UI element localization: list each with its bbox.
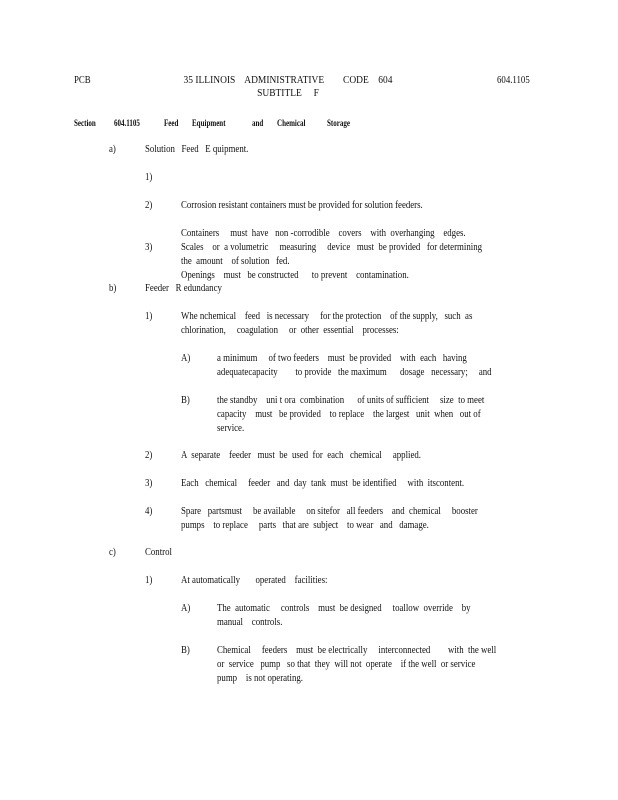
subitem-text-line: manual controls.	[217, 617, 283, 628]
subitem-text-line: service.	[217, 423, 245, 434]
subitem-text-line: capacity must be provided to replace the largest unit when out of	[217, 409, 481, 420]
subsection-title: Feeder R edundancy	[145, 283, 222, 294]
subitem-text-line: Chemical feeders must be electrically interconnected with the well	[217, 645, 497, 656]
subitem-text	[217, 394, 484, 436]
section-word: Section	[74, 118, 96, 128]
header-center	[159, 74, 417, 100]
subitem-letter: A)	[181, 603, 191, 614]
item-number: 1)	[145, 172, 153, 183]
item-number: 1)	[145, 575, 153, 586]
item-number: 2)	[145, 450, 153, 461]
section-title-word: Chemical	[277, 118, 306, 128]
item-text-line: Containers must have non -corrodible covers with overhanging edges.	[181, 228, 466, 239]
subsection-title: Solution Feed E quipment.	[145, 144, 249, 155]
subitem-text-line: adequatecapacity to provide the maximum dosage necessary; and	[217, 367, 492, 378]
item-text	[181, 241, 482, 269]
item-number: 1)	[145, 311, 153, 322]
item-text-line: Spare partsmust be available on sitefor all feeders and chemical booster	[181, 506, 478, 517]
item-text: At automatically operated facilities:	[181, 575, 328, 586]
subitem-letter: B)	[181, 395, 190, 406]
header-center-line1: 35 ILLINOIS ADMINISTRATIVE CODE 604	[183, 74, 393, 86]
subitem-letter: A)	[181, 353, 191, 364]
item-number: 2)	[145, 200, 153, 211]
subitem-text-line: The automatic controls must be designed toallow override by	[217, 603, 471, 614]
item-text-line: chlorination, coagulation or other essential processes:	[181, 325, 399, 336]
item-text-line: Scales or a volumetric measuring device must be provided for determining	[181, 242, 483, 253]
item-text-line: the amount of solution fed.	[181, 256, 290, 267]
item-text-line: pumps to replace parts that are subject to wear and damage.	[181, 520, 429, 531]
item-number: 3)	[145, 478, 153, 489]
subitem-text-line: or service pump so that they will not operate if the well or service	[217, 659, 476, 670]
subitem-text-line: pump is not operating.	[217, 673, 303, 684]
subsection-label: b)	[109, 283, 117, 294]
subitem-text-line: the standby uni t ora combination of units of sufficient size to meet	[217, 395, 485, 406]
subitem-text	[217, 644, 496, 686]
subitem-text	[217, 602, 471, 630]
header-left: PCB	[74, 75, 91, 86]
section-title-word: Feed	[164, 118, 179, 128]
item-text	[181, 310, 472, 338]
header-right: 604.1105	[497, 75, 530, 86]
section-title-word: Storage	[327, 118, 351, 128]
item-text-line: Whe nchemical feed is necessary for the protection of the supply, such as	[181, 311, 473, 322]
header-center-line2: SUBTITLE F	[257, 87, 319, 99]
item-text-line: Corrosion resistant containers must be provided for solution feeders.	[181, 200, 423, 211]
subitem-letter: B)	[181, 645, 190, 656]
section-number: 604.1105	[114, 118, 140, 128]
subsection-title: Control	[145, 547, 172, 558]
subsection-label: c)	[109, 547, 116, 558]
item-text	[181, 505, 478, 533]
section-title-word: and	[252, 118, 264, 128]
subsection-label: a)	[109, 144, 116, 155]
item-number: 3)	[145, 242, 153, 253]
subitem-text-line: a minimum of two feeders must be provided with each having	[217, 353, 467, 364]
section-title-word: Equipment	[192, 118, 226, 128]
item-number: 4)	[145, 506, 153, 517]
subitem-text	[217, 352, 492, 380]
item-text: Each chemical feeder and day tank must be identified with itscontent.	[181, 478, 465, 489]
item-text: A separate feeder must be used for each chemical applied.	[181, 450, 422, 461]
item-text-line: Openings must be constructed to prevent contamination.	[181, 270, 409, 281]
